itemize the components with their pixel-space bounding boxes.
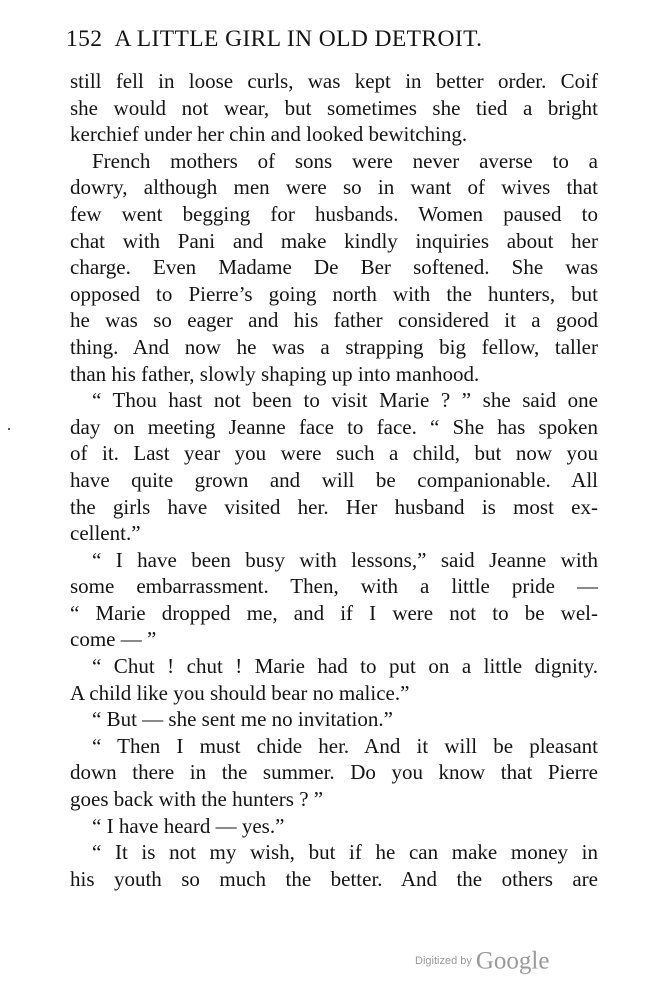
text-line: A child like you should bear no malice.” — [70, 680, 410, 705]
text-line: opposed to Pierre’s going north with the hunters, but — [70, 281, 598, 306]
running-title: A LITTLE GIRL IN OLD DETROIT. — [114, 26, 483, 52]
text-line: “ It is not my wish, but if he can make money in — [92, 840, 598, 865]
text-line: come — ” — [70, 627, 157, 652]
text-line: cellent.” — [70, 521, 141, 546]
body-text — [70, 68, 598, 892]
text-line: French mothers of sons were never averse to a — [92, 148, 598, 173]
page-number: 152 — [66, 26, 103, 52]
text-line: charge. Even Madame De Ber softened. She was — [70, 255, 598, 280]
text-line: she would not wear, but sometimes she tied a bright — [70, 95, 598, 120]
margin-speck — [8, 428, 10, 430]
watermark-prefix: Digitized by — [415, 955, 472, 968]
text-line: “ Thou hast not been to visit Marie ? ” she said one — [92, 388, 598, 413]
text-line: chat with Pani and make kindly inquiries about her — [70, 228, 598, 253]
text-line: goes back with the hunters ? ” — [70, 787, 324, 812]
text-line: his youth so much the better. And the others are — [70, 866, 598, 891]
text-line: “ Marie dropped me, and if I were not to be wel- — [70, 600, 598, 625]
running-head — [66, 22, 626, 56]
text-line: the girls have visited her. Her husband is most ex- — [70, 494, 598, 519]
text-line: have quite grown and will be companionable. All — [70, 467, 598, 492]
text-line: some embarrassment. Then, with a little pride — — [70, 574, 598, 599]
text-line: “ I have been busy with lessons,” said Jeanne with — [92, 547, 598, 572]
text-line: few went begging for husbands. Women paused to — [70, 201, 598, 226]
text-line: kerchief under her chin and looked bewitching. — [70, 122, 468, 147]
text-line: thing. And now he was a strapping big fellow, taller — [70, 334, 598, 359]
text-line: of it. Last year you were such a child, but now you — [70, 441, 598, 466]
text-line: day on meeting Jeanne face to face. “ She has spoken — [70, 414, 598, 439]
google-watermark — [415, 946, 549, 976]
text-line: dowry, although men were so in want of wives that — [70, 175, 598, 200]
text-line: he was so eager and his father considered it a good — [70, 308, 598, 333]
watermark-brand: Google — [475, 947, 550, 975]
text-line: “ But — she sent me no invitation.” — [92, 707, 393, 732]
text-line: “ I have heard — yes.” — [92, 813, 285, 838]
text-line: still fell in loose curls, was kept in better order. Coif — [70, 69, 598, 93]
text-line: “ Then I must chide her. And it will be pleasant — [92, 733, 598, 758]
text-line: “ Chut ! chut ! Marie had to put on a little dignity. — [92, 654, 598, 679]
text-line: down there in the summer. Do you know that Pierre — [70, 760, 598, 785]
text-line: than his father, slowly shaping up into manhood. — [70, 361, 480, 386]
